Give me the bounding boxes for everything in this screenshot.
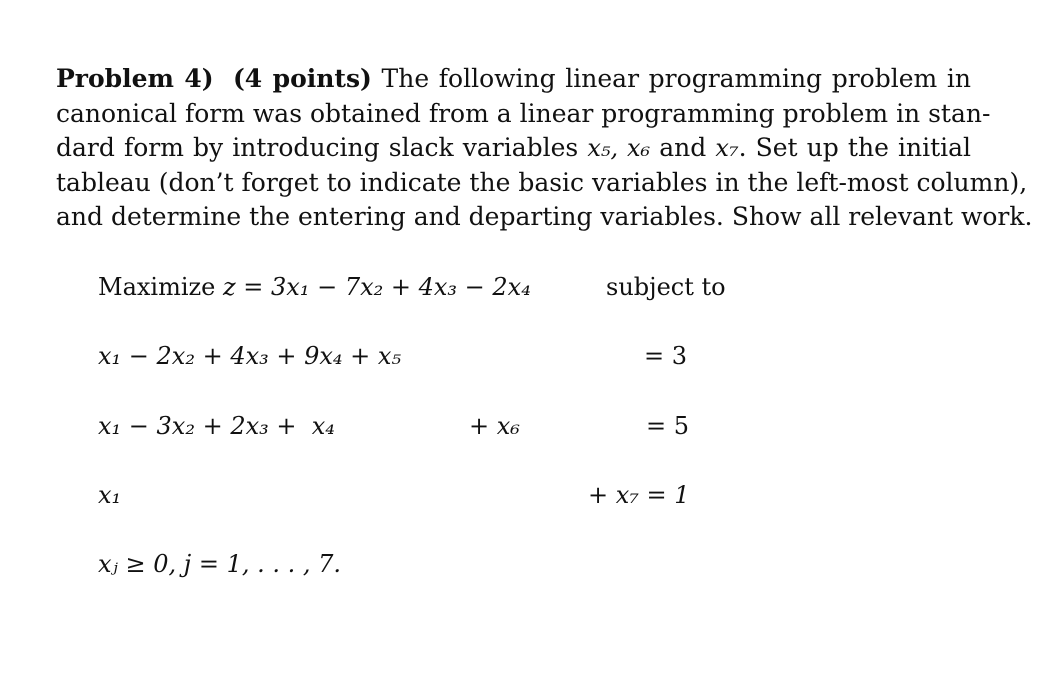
constraint-2-left: x₁ − 3x₂ + 2x₃ + x₄ bbox=[98, 412, 335, 440]
problem-label: Problem 4) bbox=[56, 64, 214, 93]
objective-row bbox=[98, 272, 531, 302]
constraint-3-rhs: + x₇ = 1 bbox=[588, 481, 690, 509]
problem-text-3a: dard form by introducing slack variables bbox=[56, 133, 579, 162]
problem-line-4: tableau (don’t forget to indicate the basic variables in the left-most column), bbox=[56, 167, 1028, 197]
problem-line-5: and determine the entering and departing variables. Show all relevant work. bbox=[56, 202, 1033, 231]
problem-line-3 bbox=[56, 131, 971, 166]
constraint-3-left: x₁ bbox=[98, 481, 122, 509]
nonnegativity-constraint: xⱼ ≥ 0, j = 1, . . . , 7. bbox=[98, 550, 342, 578]
slack-vars-5-6: x₅, x₆ bbox=[587, 134, 651, 162]
maximize-word: Maximize bbox=[98, 273, 216, 301]
problem-line-1 bbox=[56, 62, 971, 97]
problem-text-1: The following linear programming problem in bbox=[381, 64, 971, 93]
problem-and: and bbox=[659, 133, 707, 162]
objective-function: z = 3x₁ − 7x₂ + 4x₃ − 2x₄ bbox=[223, 273, 531, 301]
slack-var-7: x₇ bbox=[715, 134, 739, 162]
problem-statement bbox=[56, 62, 1033, 235]
subject-to: subject to bbox=[606, 273, 726, 301]
problem-text-3b: . Set up the initial bbox=[738, 133, 972, 162]
constraint-2-rhs: = 5 bbox=[646, 412, 690, 440]
constraint-1-rhs: = 3 bbox=[644, 342, 688, 370]
problem-points: (4 points) bbox=[232, 64, 372, 93]
constraint-1-left: x₁ − 2x₂ + 4x₃ + 9x₄ + x₅ bbox=[98, 342, 402, 370]
constraint-2-slack: + x₆ bbox=[469, 412, 520, 440]
problem-line-2: canonical form was obtained from a linear programming problem in stan- bbox=[56, 98, 991, 128]
